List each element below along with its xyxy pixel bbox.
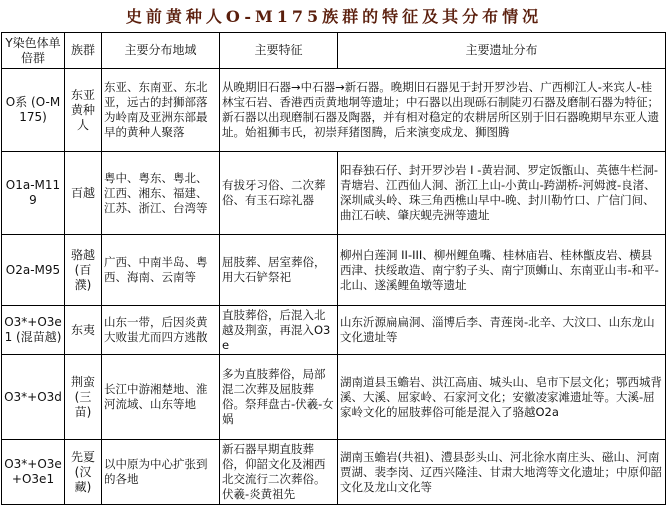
table-row (2, 306, 666, 355)
cell-regions: 粤中、粤东、粤北、江西、湘东、福建、江苏、浙江、台湾等 (102, 152, 220, 235)
cell-features: 有拔牙习俗、二次葬俗、有玉石琮礼器 (220, 152, 338, 235)
header-haplogroup: Y染色体单倍群 (2, 33, 65, 69)
cell-ethnic-group: 骆越(百濮) (65, 235, 102, 306)
cell-features: 新石器早期直肢葬俗，仰韶文化及湘西北交流行二次葬俗。伏羲-炎黄祖先 (220, 440, 338, 505)
cell-haplogroup: O3*+O3d (2, 355, 65, 440)
page-title: 史前黄种人O-M175族群的特征及其分布情况 (125, 7, 543, 26)
table-row (2, 69, 666, 152)
cell-ethnic-group: 东亚黄种人 (65, 69, 102, 152)
cell-ethnic-group: 东夷 (65, 306, 102, 355)
header-regions: 主要分布地域 (102, 33, 220, 69)
cell-features: 屈肢葬、居室葬俗，用大石铲祭祀 (220, 235, 338, 306)
cell-features: 多为直肢葬俗，局部混二次葬及屈肢葬俗。祭拜盘古-伏羲-女娲 (220, 355, 338, 440)
cell-features: 直肢葬俗，后混入北越及荆蛮，再混入O3e (220, 306, 338, 355)
header-features: 主要特征 (220, 33, 338, 69)
cell-haplogroup: O1a-M119 (2, 152, 65, 235)
cell-ethnic-group: 荆蛮(三苗) (65, 355, 102, 440)
header-sites: 主要遗址分布 (338, 33, 666, 69)
table-header-row (2, 33, 666, 69)
cell-sites: 湖南道县玉蟾岩、洪江高庙、城头山、皂市下层文化；鄂西城背溪、大溪、屈家岭、石家河文化；安徽凌家滩遗址等。大溪-屈家岭文化的屈肢葬俗可能是混入了骆越O2a (338, 355, 666, 440)
cell-ethnic-group: 百越 (65, 152, 102, 235)
cell-ethnic-group: 先夏(汉藏) (65, 440, 102, 505)
cell-sites: 山东沂源扁扁洞、淄博后李、青莲岗-北辛、大汶口、山东龙山文化遗址等 (338, 306, 666, 355)
cell-regions: 以中原为中心扩张到的各地 (102, 440, 220, 505)
haplogroup-table (1, 32, 666, 505)
cell-sites: 阳春独石仔、封开罗沙岩 I -黄岩洞、罗定饭甑山、英德牛栏洞-青塘岩、江西仙人洞、浙江上山-小黄山-跨湖桥-河姆渡-良渚、深圳咸头岭、珠三角西樵山早中-晚、封川勒竹口、广信门间、曲江石峡、肇庆蚬壳洲等遗址 (338, 152, 666, 235)
cell-regions: 长江中游湘楚地、淮河流域、山东等地 (102, 355, 220, 440)
cell-features-and-sites: 从晚期旧石器→中石器→新石器。晚期旧石器见于封开罗沙岩、广西柳江人-来宾人-桂林宝石岩、香港西贡黄地垌等遗址；中石器以出现砾石制陡刃石器及磨制石器为特征；新石器以出现磨制石器及陶器，并有相对稳定的农耕居所区别于旧石器晚期早东亚人遗址。始祖狮韦氏，初崇拜猪图腾，后来演变成龙、狮图腾 (220, 69, 666, 152)
cell-haplogroup: O系 (O-M175) (2, 69, 65, 152)
cell-regions: 山东一带，后因炎黄大败蚩尤而四方逃散 (102, 306, 220, 355)
cell-sites: 柳州白莲洞 II-III、柳州鲤鱼嘴、桂林庙岩、桂林甑皮岩、横县西津、扶绥敢造、南宁豹子头、南宁顶蛳山、东南亚山韦-和平-北山、遂溪鲤鱼墩等遗址 (338, 235, 666, 306)
cell-haplogroup: O3*+O3e +O3e1 (2, 440, 65, 505)
cell-regions: 东亚、东南亚、东北亚，远古的封狮部落为岭南及亚洲东部最早的黄种人聚落 (102, 69, 220, 152)
cell-sites: 湖南玉蟾岩(共祖)、澧县彭头山、河北徐水南庄头、磁山、河南贾湖、裴李岗、辽西兴隆洼、甘肃大地湾等文化遗址；中原仰韶文化及龙山文化等 (338, 440, 666, 505)
cell-haplogroup: O2a-M95 (2, 235, 65, 306)
table-row (2, 355, 666, 440)
header-ethnic-group: 族群 (65, 33, 102, 69)
table-row (2, 440, 666, 505)
table-row (2, 235, 666, 306)
cell-haplogroup: O3*+O3e1 (混苗越) (2, 306, 65, 355)
cell-regions: 广西、中南半岛、粤西、海南、云南等 (102, 235, 220, 306)
table-row (2, 152, 666, 235)
